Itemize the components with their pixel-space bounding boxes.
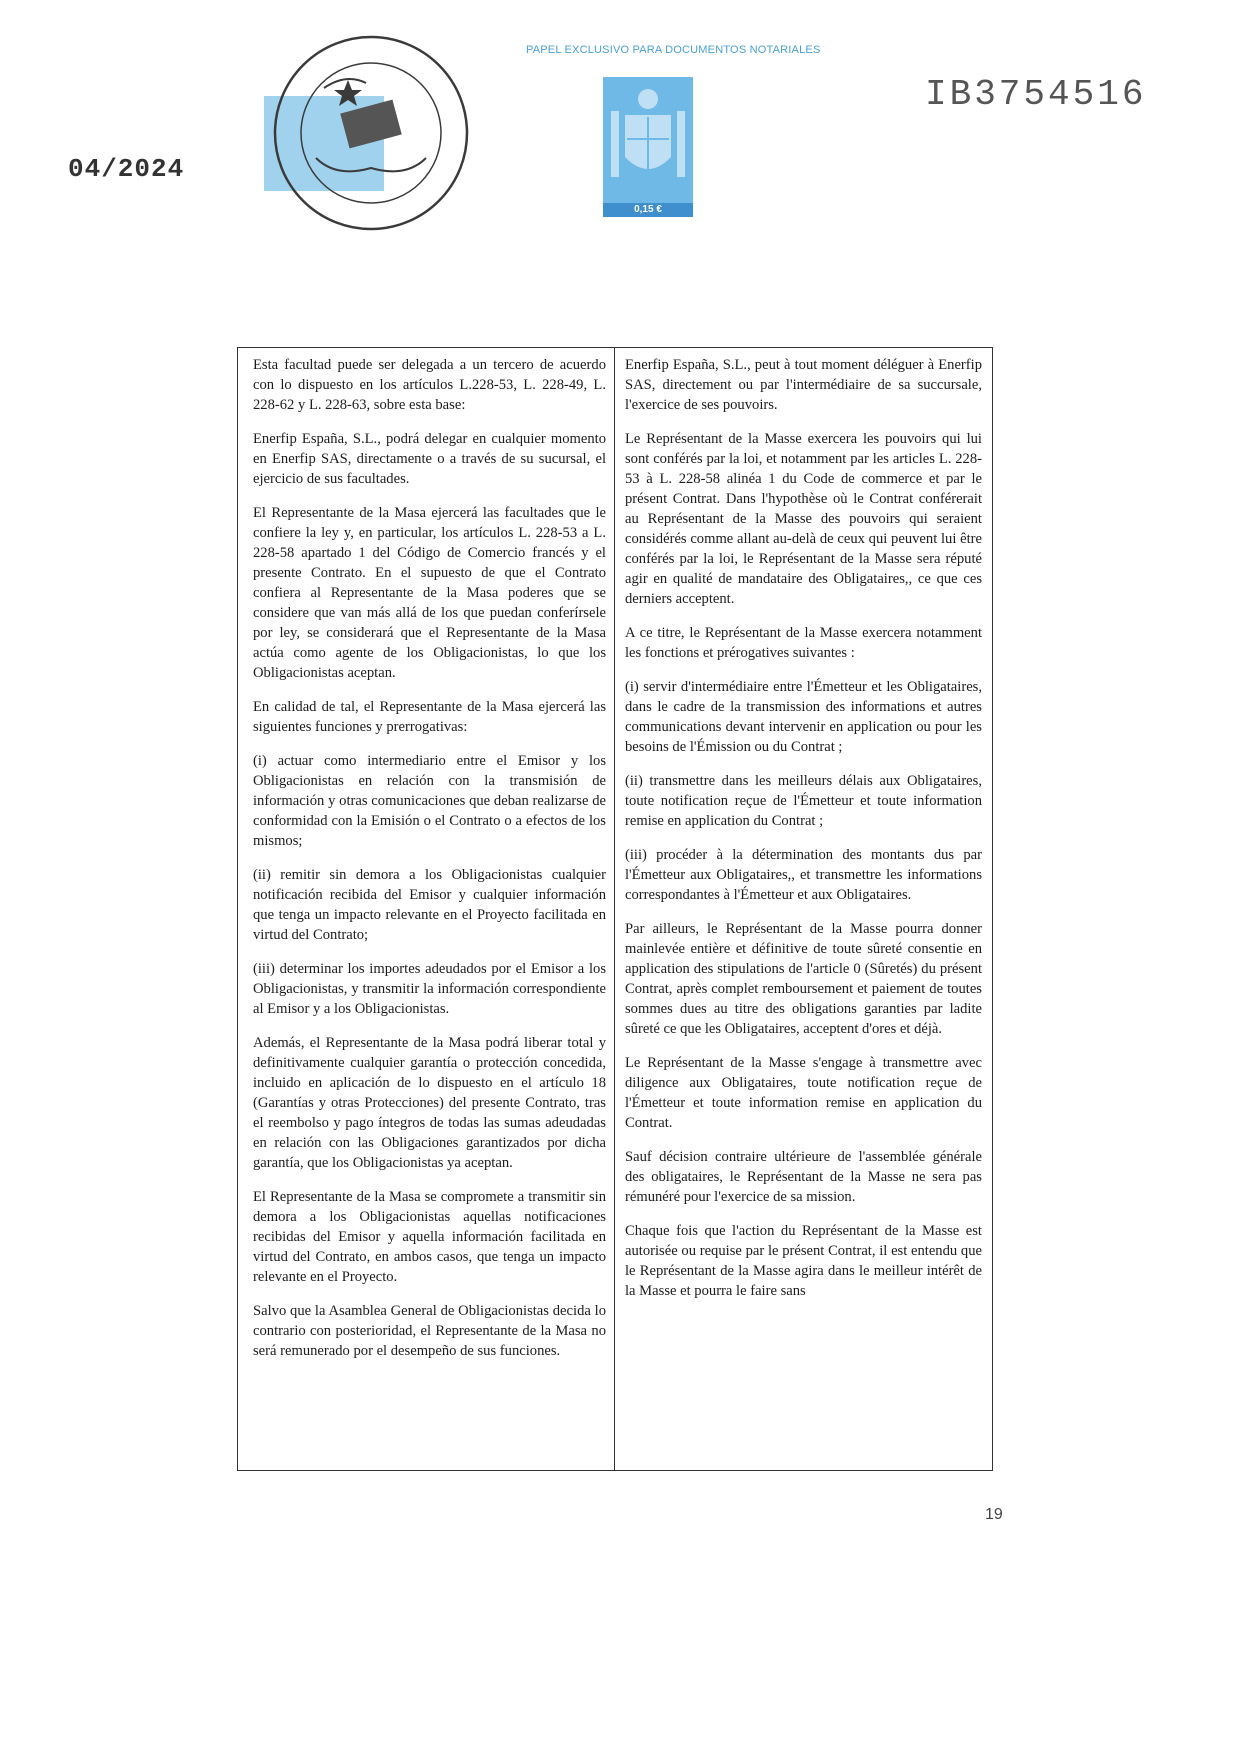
spanish-paragraph: Salvo que la Asamblea General de Obligacionistas decida lo contrario con posterioridad, el Representante de la Masa no será remunerado por el desempeño de sus funciones. <box>253 1303 606 1359</box>
spanish-paragraph: El Representante de la Masa se compromete a transmitir sin demora a los Obligacionistas aquellas notificaciones recibidas del Emisor y aquella información facilitada en virtud del Contrato, en ambos casos, que tenga un impacto relevante en el Proyecto. <box>253 1189 606 1285</box>
spanish-paragraph: (ii) remitir sin demora a los Obligacionistas cualquier notificación recibida del Emisor y cualquier información que tenga un impacto relevante en el Proyecto facilitada en virtud del Contrato; <box>253 867 606 943</box>
french-paragraph: A ce titre, le Représentant de la Masse exercera notamment les fonctions et prérogatives suivantes : <box>625 625 982 661</box>
french-paragraph: (iii) procéder à la détermination des montants dus par l'Émetteur aux Obligataires,, et transmettre les informations correspondantes à l'Émetteur et aux Obligataires. <box>625 847 982 903</box>
french-paragraph: Par ailleurs, le Représentant de la Masse pourra donner mainlevée entière et définitive de toute sûreté consentie en application des stipulations de l'article 0 (Sûretés) du présent Contrat, après complet remboursement et paiement de toutes sommes dues au titre des obligations garanties par ladite sûreté ce que les Obligataires, acceptent d'ores et déjà. <box>625 921 982 1037</box>
notary-seal <box>266 28 476 238</box>
spanish-paragraph: Enerfip España, S.L., podrá delegar en cualquier momento en Enerfip SAS, directamente o a través de su sucursal, el ejercicio de sus facultades. <box>253 431 606 487</box>
french-paragraph: Sauf décision contraire ultérieure de l'assemblée générale des obligataires, le Représentant de la Masse ne sera pas rémunéré pour l'exercice de sa mission. <box>625 1149 982 1205</box>
spanish-paragraph: En calidad de tal, el Representante de la Masa ejercerá las siguientes funciones y prerrogativas: <box>253 699 606 735</box>
spanish-paragraph: (i) actuar como intermediario entre el Emisor y los Obligacionistas en relación con la transmisión de información y otras comunicaciones que deban realizarse de conformidad con la Emisión o el Contrato o a efectos de los mismos; <box>253 753 606 849</box>
spanish-column <box>238 348 615 1470</box>
serial-number: IB3754516 <box>925 74 1147 115</box>
french-paragraph: (i) servir d'intermédiaire entre l'Émetteur et les Obligataires, dans le cadre de la transmission des informations et autres communications devant intervenir en application ou pour les besoins de l'Émission ou du Contrat ; <box>625 679 982 755</box>
stamp-price: 0,15 € <box>603 203 693 217</box>
spanish-paragraph: El Representante de la Masa ejercerá las facultades que le confiere la ley y, en particular, los artículos L. 228-53 a L. 228-58 apartado 1 del Código de Comercio francés y el presente Contrato. En el supuesto de que el Contrato confiera al Representante de la Masa poderes que se considere que van más allá de los que puedan conferírsele por ley, se considerará que el Representante de la Masa actúa como agente de los Obligacionistas, lo que los Obligacionistas aceptan. <box>253 505 606 681</box>
bilingual-table <box>237 347 993 1471</box>
fiscal-stamp <box>603 77 693 217</box>
french-paragraph: (ii) transmettre dans les meilleurs délais aux Obligataires, toute notification reçue de l'Émetteur et toute information remise en application du Contrat ; <box>625 773 982 829</box>
spanish-paragraph: Además, el Representante de la Masa podrá liberar total y definitivamente cualquier garantía o protección concedida, incluido en aplicación de lo dispuesto en el artículo 18 (Garantías y otras Protecciones) del presente Contrato, tras el reembolso y pago íntegros de todas las sumas adeudadas en relación con las Obligaciones garantizados por dicha garantía, que los Obligacionistas ya aceptan. <box>253 1035 606 1171</box>
spanish-paragraph: Esta facultad puede ser delegada a un tercero de acuerdo con lo dispuesto en los artículos L.228-53, L. 228-49, L. 228-62 y L. 228-63, sobre esta base: <box>253 357 606 413</box>
french-paragraph: Le Représentant de la Masse s'engage à transmettre avec diligence aux Obligataires, toute notification reçue de l'Émetteur et toute information remise en application du Contrat. <box>625 1055 982 1131</box>
french-paragraph: Chaque fois que l'action du Représentant de la Masse est autorisée ou requise par le présent Contrat, il est entendu que le Représentant de la Masse agira dans le meilleur intérêt de la Masse et pourra le faire sans <box>625 1223 982 1299</box>
coat-of-arms-icon <box>603 77 693 201</box>
date-stamp: 04/2024 <box>68 154 185 184</box>
page-number: 19 <box>985 1506 1003 1523</box>
spanish-paragraph: (iii) determinar los importes adeudados por el Emisor a los Obligacionistas, y transmitir la información correspondiente al Emisor y a los Obligacionistas. <box>253 961 606 1017</box>
french-paragraph: Enerfip España, S.L., peut à tout moment déléguer à Enerfip SAS, directement ou par l'intermédiaire de sa succursale, l'exercice de ses pouvoirs. <box>625 357 982 413</box>
paper-label: PAPEL EXCLUSIVO PARA DOCUMENTOS NOTARIALES <box>526 44 821 56</box>
french-paragraph: Le Représentant de la Masse exercera les pouvoirs qui lui sont conférés par la loi, et notamment par les articles L. 228-53 à L. 228-58 alinéa 1 du Code de commerce et par le présent Contrat. Dans l'hypothèse où le Contrat conférerait au Représentant de la Masse des pouvoirs qui seraient considérés comme allant au-delà de ceux qui peuvent lui être conférés par la loi, le Représentant de la Masse sera réputé agir en qualité de mandataire des Obligataires,, ce que ces derniers acceptent. <box>625 431 982 607</box>
french-column <box>615 348 992 1470</box>
